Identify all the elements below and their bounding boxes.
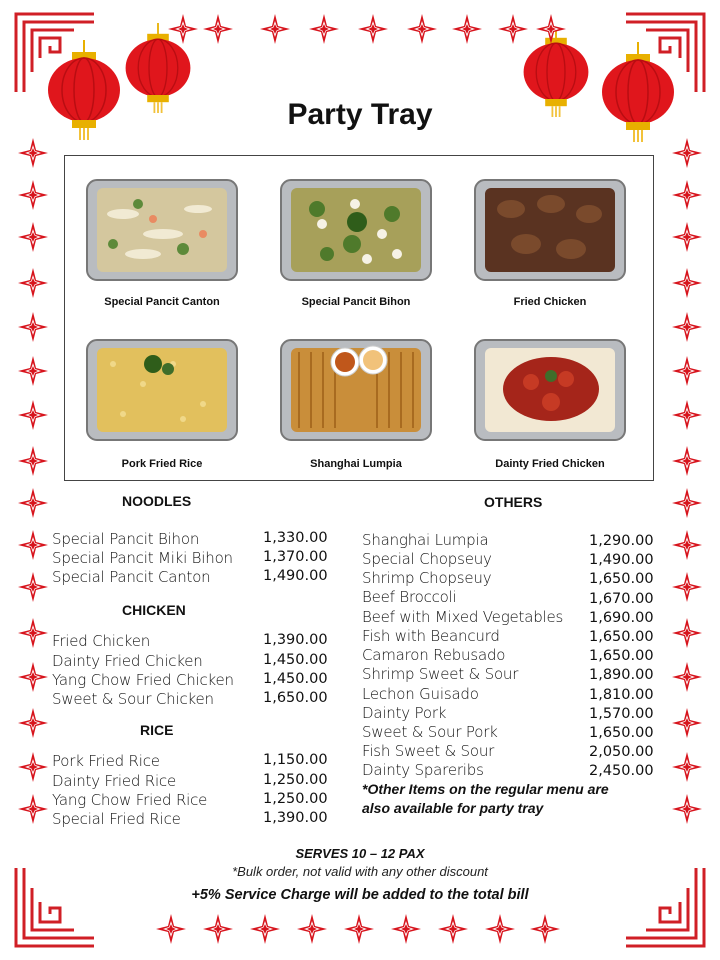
menu-item-price: 1,650.00 xyxy=(589,571,654,587)
diamond-ornament-icon xyxy=(18,446,48,476)
rice-tray-image xyxy=(83,334,241,446)
diamond-ornament-icon xyxy=(18,530,48,560)
menu-item-name: Beef Broccoli xyxy=(362,588,457,606)
diamond-ornament-icon xyxy=(672,530,702,560)
diamond-ornament-icon xyxy=(672,268,702,298)
diamond-ornament-icon xyxy=(18,708,48,738)
diamond-ornament-icon xyxy=(672,356,702,386)
diamond-ornament-icon xyxy=(344,914,374,944)
menu-item-price: 1,450.00 xyxy=(263,671,328,687)
photo-caption: Shanghai Lumpia xyxy=(310,458,402,470)
photo-caption: Special Pancit Canton xyxy=(104,296,220,308)
menu-item-name: Special Chopseuy xyxy=(362,550,492,568)
section-heading-noodles: NOODLES xyxy=(122,493,192,509)
diamond-ornament-icon xyxy=(672,618,702,648)
menu-item-name: Special Pancit Canton xyxy=(52,568,211,586)
lumpia-tray-image xyxy=(277,334,435,446)
diamond-ornament-icon xyxy=(168,14,198,44)
menu-item-name: Fish with Beancurd xyxy=(362,627,500,645)
menu-item-price: 1,670.00 xyxy=(589,591,654,607)
diamond-ornament-icon xyxy=(18,662,48,692)
menu-item-price: 1,650.00 xyxy=(263,690,328,706)
menu-item-price: 1,690.00 xyxy=(589,610,654,626)
menu-item-name: Special Pancit Bihon xyxy=(52,530,200,548)
menu-item-price: 2,450.00 xyxy=(589,763,654,779)
section-heading-others: OTHERS xyxy=(484,494,543,510)
diamond-ornament-icon xyxy=(672,400,702,430)
diamond-ornament-icon xyxy=(407,14,437,44)
diamond-ornament-icon xyxy=(18,572,48,602)
others-note-line-1: *Other Items on the regular menu are xyxy=(362,781,609,797)
menu-item-price: 1,250.00 xyxy=(263,772,328,788)
menu-item-name: Sweet & Sour Pork xyxy=(362,723,498,741)
menu-item-name: Fish Sweet & Sour xyxy=(362,742,495,760)
menu-item-price: 1,810.00 xyxy=(589,687,654,703)
photo-gallery xyxy=(64,155,654,481)
menu-item-price: 1,490.00 xyxy=(263,568,328,584)
diamond-ornament-icon xyxy=(18,400,48,430)
menu-item-name: Dainty Fried Chicken xyxy=(52,652,203,670)
menu-item-price: 1,570.00 xyxy=(589,706,654,722)
diamond-ornament-icon xyxy=(297,914,327,944)
menu-item-name: Shrimp Chopseuy xyxy=(362,569,492,587)
section-heading-rice: RICE xyxy=(140,722,174,738)
diamond-ornament-icon xyxy=(250,914,280,944)
menu-item-price: 1,390.00 xyxy=(263,632,328,648)
noodle-tray-image xyxy=(83,174,241,286)
diamond-ornament-icon xyxy=(672,312,702,342)
diamond-ornament-icon xyxy=(203,14,233,44)
diamond-ornament-icon xyxy=(18,268,48,298)
diamond-ornament-icon xyxy=(672,446,702,476)
diamond-ornament-icon xyxy=(18,488,48,518)
menu-item-price: 1,330.00 xyxy=(263,530,328,546)
diamond-ornament-icon xyxy=(260,14,290,44)
diamond-ornament-icon xyxy=(536,14,566,44)
menu-item-name: Camaron Rebusado xyxy=(362,646,506,664)
menu-item-price: 1,650.00 xyxy=(589,629,654,645)
diamond-ornament-icon xyxy=(391,914,421,944)
menu-item-name: Fried Chicken xyxy=(52,632,151,650)
diamond-ornament-icon xyxy=(18,356,48,386)
menu-item-name: Yang Chow Fried Chicken xyxy=(52,671,234,689)
chicken-tray-image xyxy=(471,334,629,446)
diamond-ornament-icon xyxy=(672,222,702,252)
menu-item-price: 1,890.00 xyxy=(589,667,654,683)
noodle-tray-image xyxy=(277,174,435,286)
photo-caption: Special Pancit Bihon xyxy=(301,296,411,308)
menu-item-price: 1,390.00 xyxy=(263,810,328,826)
menu-item-price: 1,490.00 xyxy=(589,552,654,568)
menu-item-price: 1,650.00 xyxy=(589,648,654,664)
chicken-tray-image xyxy=(471,174,629,286)
diamond-ornament-icon xyxy=(672,662,702,692)
menu-item-price: 1,250.00 xyxy=(263,791,328,807)
diamond-ornament-icon xyxy=(438,914,468,944)
diamond-ornament-icon xyxy=(156,914,186,944)
menu-item-name: Special Fried Rice xyxy=(52,810,181,828)
menu-item-price: 1,650.00 xyxy=(589,725,654,741)
diamond-ornament-icon xyxy=(203,914,233,944)
diamond-ornament-icon xyxy=(485,914,515,944)
menu-item-price: 1,370.00 xyxy=(263,549,328,565)
page-title: Party Tray xyxy=(287,98,433,131)
diamond-ornament-icon xyxy=(672,572,702,602)
photo-caption: Fried Chicken xyxy=(513,296,587,308)
menu-item-name: Sweet & Sour Chicken xyxy=(52,690,214,708)
menu-item-name: Shrimp Sweet & Sour xyxy=(362,665,519,683)
menu-item-price: 2,050.00 xyxy=(589,744,654,760)
others-note-line-2: also available for party tray xyxy=(362,800,544,816)
section-heading-chicken: CHICKEN xyxy=(122,602,186,618)
diamond-ornament-icon xyxy=(18,138,48,168)
diamond-ornament-icon xyxy=(309,14,339,44)
diamond-ornament-icon xyxy=(672,708,702,738)
diamond-ornament-icon xyxy=(18,618,48,648)
diamond-ornament-icon xyxy=(358,14,388,44)
bulk-order-note: *Bulk order, not valid with any other discount xyxy=(232,864,488,879)
diamond-ornament-icon xyxy=(18,752,48,782)
diamond-ornament-icon xyxy=(672,180,702,210)
photo-caption: Pork Fried Rice xyxy=(121,458,203,470)
menu-item-name: Yang Chow Fried Rice xyxy=(52,791,208,809)
diamond-ornament-icon xyxy=(18,222,48,252)
menu-item-price: 1,290.00 xyxy=(589,533,654,549)
diamond-ornament-icon xyxy=(530,914,560,944)
serves-note: SERVES 10 – 12 PAX xyxy=(295,846,425,861)
diamond-ornament-icon xyxy=(452,14,482,44)
menu-item-name: Shanghai Lumpia xyxy=(362,531,489,549)
diamond-ornament-icon xyxy=(18,312,48,342)
diamond-ornament-icon xyxy=(18,794,48,824)
diamond-ornament-icon xyxy=(672,794,702,824)
menu-item-name: Pork Fried Rice xyxy=(52,752,160,770)
menu-item-name: Dainty Pork xyxy=(362,704,447,722)
service-charge-note: +5% Service Charge will be added to the total bill xyxy=(191,887,529,903)
diamond-ornament-icon xyxy=(672,752,702,782)
menu-item-name: Dainty Fried Rice xyxy=(52,772,176,790)
diamond-ornament-icon xyxy=(498,14,528,44)
diamond-ornament-icon xyxy=(672,488,702,518)
diamond-ornament-icon xyxy=(672,138,702,168)
menu-item-name: Beef with Mixed Vegetables xyxy=(362,608,564,626)
menu-item-price: 1,150.00 xyxy=(263,752,328,768)
menu-item-name: Dainty Spareribs xyxy=(362,761,484,779)
menu-item-name: Lechon Guisado xyxy=(362,685,479,703)
diamond-ornament-icon xyxy=(18,180,48,210)
menu-item-name: Special Pancit Miki Bihon xyxy=(52,549,233,567)
photo-caption: Dainty Fried Chicken xyxy=(495,458,605,470)
menu-item-price: 1,450.00 xyxy=(263,652,328,668)
